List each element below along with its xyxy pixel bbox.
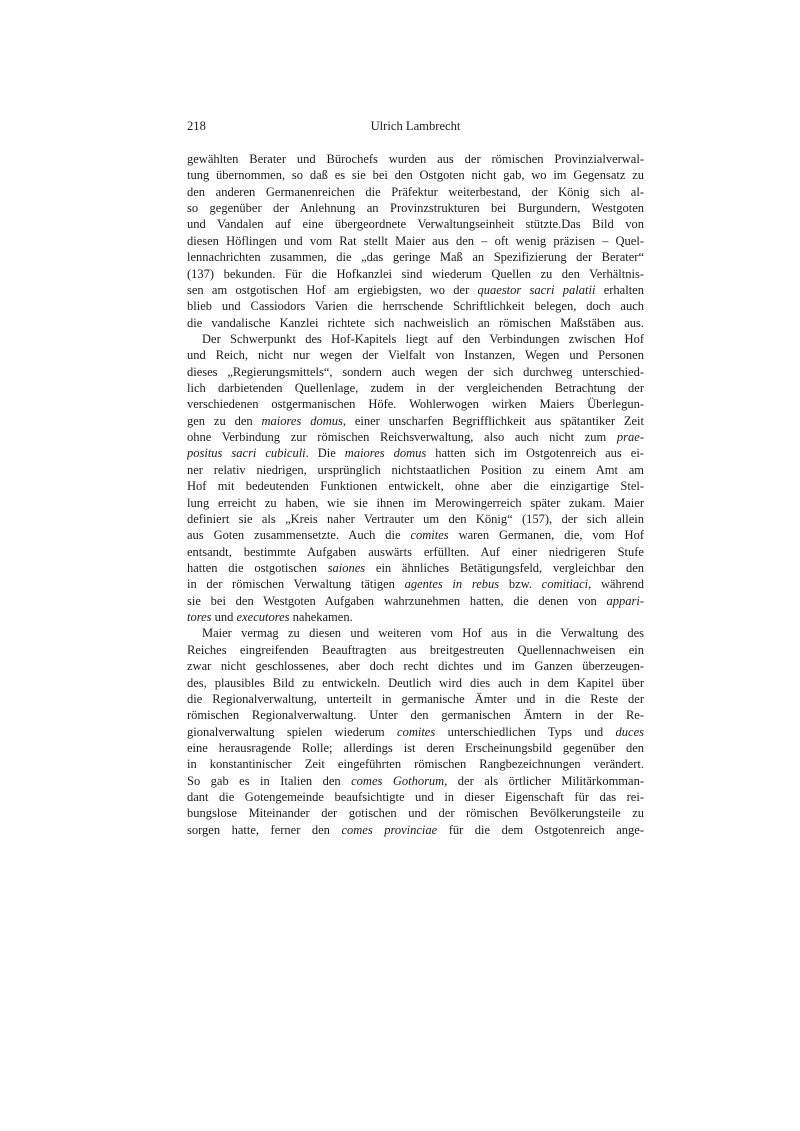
text-line: blieb und Cassiodors Varien die herrschende Schriftlichkeit belegen, doch auch [187, 299, 644, 314]
text-line: gionalverwaltung spielen wiederum comites unterschiedlichen Typs und duces [187, 724, 644, 739]
text-line: die Regionalverwaltung, unterteilt in germanische Ämter und in die Reste der [187, 691, 644, 706]
text-line: römischen Regionalverwaltung. Unter den germanischen Ämtern in der Re- [187, 708, 644, 723]
text-line: sie bei den Westgoten Aufgaben wahrzunehmen hatten, die denen von appari- [187, 593, 644, 608]
text-line: sen am ostgotischen Hof am ergiebigsten, wo der quaestor sacri palatii erhalten [187, 282, 644, 297]
text-line: und Reich, nicht nur wegen der Vielfalt von Instanzen, Wegen und Personen [187, 348, 644, 363]
text-line: Der Schwerpunkt des Hof-Kapitels liegt auf den Verbindungen zwischen Hof [202, 331, 644, 346]
text-line: sorgen hatte, ferner den comes provinciae für die dem Ostgotenreich ange- [187, 822, 644, 837]
text-line: lennachrichten zusammen, die „das geringe Maß an Spezifizierung der Berater“ [187, 250, 644, 265]
text-line: gen zu den maiores domus, einer unscharfen Begrifflichkeit aus spätantiker Zeit [187, 413, 644, 428]
text-line: verschiedenen ostgermanischen Höfe. Wohlerwogen wirken Maiers Überlegun- [187, 397, 644, 412]
text-line: den anderen Germanenreichen die Präfektur weiterbestand, der König sich al- [187, 184, 644, 199]
text-line: Hof mit bedeutenden Funktionen entwickelt, ohne aber die einzigartige Stel- [187, 479, 644, 494]
text-line: aus Goten zusammensetzte. Auch die comites waren Germanen, die, vom Hof [187, 528, 644, 543]
text-line: diesen Höflingen und vom Rat stellt Maier aus den – oft wenig präzisen – Quel- [187, 233, 644, 248]
text-line: des, plausibles Bild zu entwickeln. Deutlich wird dies auch in dem Kapitel über [187, 675, 644, 690]
text-line: die vandalische Kanzlei richtete sich nachweislich an römischen Maßstäben aus. [187, 315, 644, 330]
text-line: hatten die ostgotischen saiones ein ähnliches Betätigungsfeld, vergleichbar den [187, 560, 644, 575]
text-line: in konstantinischer Zeit eingeführten römischen Rangbezeichnungen verändert. [187, 757, 644, 772]
text-line: eine herausragende Rolle; allerdings ist deren Erscheinungsbild gegenüber den [187, 740, 644, 755]
text-block [187, 151, 644, 838]
text-line: tung übernommen, so daß es sie bei den Ostgoten nicht gab, wo im Gegensatz zu [187, 168, 644, 183]
text-line: in der römischen Verwaltung tätigen agentes in rebus bzw. comitiaci, während [187, 577, 644, 592]
page-number: 218 [187, 119, 206, 133]
running-title: Ulrich Lambrecht [370, 119, 461, 133]
text-line: positus sacri cubiculi. Die maiores domus hatten sich im Ostgotenreich aus ei- [187, 446, 644, 461]
text-line: Maier vermag zu diesen und weiteren vom Hof aus in die Verwaltung des [202, 626, 644, 641]
text-line: So gab es in Italien den comes Gothorum, der als örtlicher Militärkomman- [187, 773, 644, 788]
text-line: Reiches eingreifenden Beauftragten aus breitgestreuten Quellennachweisen ein [187, 642, 644, 657]
text-line: gewählten Berater und Bürochefs wurden aus der römischen Provinzialverwal- [187, 152, 644, 166]
text-line: bungslose Miteinander der gotischen und der römischen Bevölkerungsteile zu [187, 806, 644, 821]
text-line: ohne Verbindung zur römischen Reichsverwaltung, also auch nicht zum prae- [187, 430, 644, 445]
text-line: tores und executores nahekamen. [187, 610, 353, 625]
text-line: und Vandalen auf eine übergeordnete Verwaltungseinheit stützte.Das Bild von [187, 217, 644, 232]
text-line: lung erreicht zu haben, wie sie ihnen im Merowingerreich später zukam. Maier [187, 495, 644, 510]
text-line: dant die Gotengemeinde beaufsichtigte und in dieser Eigenschaft für das rei- [187, 790, 644, 805]
running-header [187, 119, 644, 134]
text-line: definiert sie als „Kreis naher Vertrauter um den König“ (157), der sich allein [187, 511, 644, 526]
text-line: entsandt, bestimmte Aufgaben auswärts erfüllten. Auf einer niedrigeren Stufe [187, 544, 644, 559]
text-line: dieses „Regierungsmittels“, sondern auch wegen der sich durchweg unterschied- [187, 364, 644, 379]
text-line: ner relativ niedrigen, ursprünglich nichtstaatlichen Position zu einem Amt am [187, 462, 644, 477]
text-line: so gegenüber der Anlehnung an Provinzstrukturen bei Burgundern, Westgoten [187, 201, 644, 216]
text-line: (137) bekunden. Für die Hofkanzlei sind wiederum Quellen zu den Verhältnis- [187, 266, 644, 281]
text-line: lich darbietenden Quellenlage, zudem in der vergleichenden Betrachtung der [187, 381, 644, 396]
text-line: zwar nicht geschlossenes, aber doch recht dichtes und im Ganzen überzeugen- [187, 659, 644, 674]
